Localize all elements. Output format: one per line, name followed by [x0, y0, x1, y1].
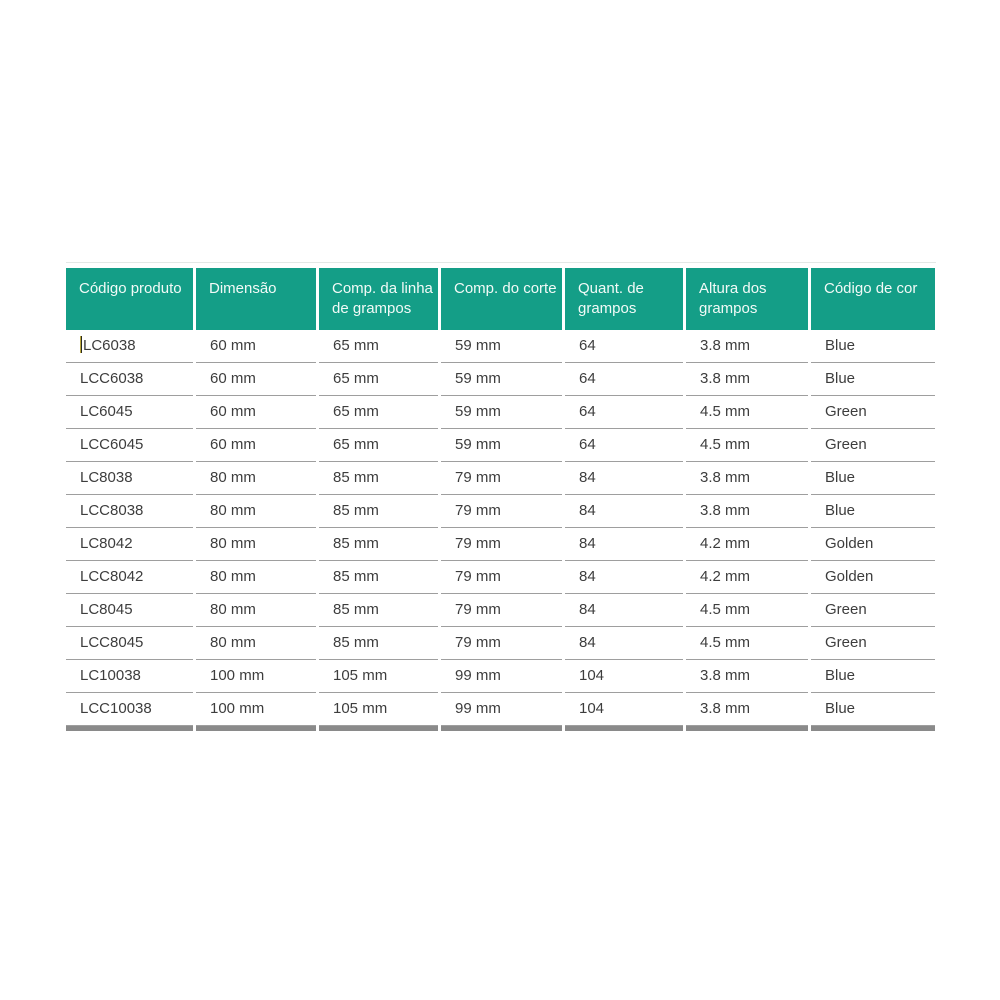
cell-codigo-produto: LC10038 [66, 660, 193, 693]
bottom-border-segment [686, 726, 808, 731]
table-header-row [66, 268, 936, 330]
cell-comp-linha-grampos: 65 mm [319, 396, 438, 429]
cell-altura-grampos: 3.8 mm [686, 363, 808, 396]
column-header-dimensao: Dimensão [196, 268, 316, 330]
table-top-divider [66, 262, 936, 263]
cell-quant-grampos: 104 [565, 693, 683, 726]
cell-comp-linha-grampos: 85 mm [319, 561, 438, 594]
cell-codigo-produto: LCC8045 [66, 627, 193, 660]
cell-quant-grampos: 64 [565, 363, 683, 396]
cell-comp-linha-grampos: 65 mm [319, 330, 438, 363]
cell-comp-corte: 59 mm [441, 396, 562, 429]
column-header-quant-grampos: Quant. de grampos [565, 268, 683, 330]
cell-codigo-cor: Golden [811, 528, 935, 561]
cell-quant-grampos: 104 [565, 660, 683, 693]
table-row [66, 528, 936, 561]
cell-comp-corte: 79 mm [441, 462, 562, 495]
table-row [66, 561, 936, 594]
bottom-border-segment [441, 726, 562, 731]
cell-codigo-produto: LC8042 [66, 528, 193, 561]
cell-quant-grampos: 64 [565, 396, 683, 429]
cell-codigo-cor: Blue [811, 330, 935, 363]
cell-codigo-cor: Blue [811, 693, 935, 726]
column-header-altura-grampos: Altura dos grampos [686, 268, 808, 330]
cell-codigo-produto: LC6045 [66, 396, 193, 429]
cell-quant-grampos: 84 [565, 462, 683, 495]
column-header-codigo-cor: Código de cor [811, 268, 935, 330]
cell-quant-grampos: 84 [565, 594, 683, 627]
cell-altura-grampos: 3.8 mm [686, 330, 808, 363]
cell-dimensao: 80 mm [196, 528, 316, 561]
cell-dimensao: 80 mm [196, 627, 316, 660]
cell-altura-grampos: 3.8 mm [686, 462, 808, 495]
column-header-comp-corte: Comp. do corte [441, 268, 562, 330]
cell-comp-linha-grampos: 105 mm [319, 660, 438, 693]
cell-codigo-cor: Blue [811, 495, 935, 528]
table-row [66, 627, 936, 660]
bottom-border-segment [319, 726, 438, 731]
cell-comp-corte: 79 mm [441, 594, 562, 627]
cell-comp-corte: 59 mm [441, 330, 562, 363]
cell-codigo-cor: Green [811, 627, 935, 660]
cell-comp-linha-grampos: 85 mm [319, 528, 438, 561]
cell-comp-linha-grampos: 85 mm [319, 495, 438, 528]
cell-quant-grampos: 84 [565, 528, 683, 561]
cell-quant-grampos: 64 [565, 330, 683, 363]
cell-codigo-cor: Blue [811, 363, 935, 396]
column-header-codigo-produto: Código produto [66, 268, 193, 330]
cell-altura-grampos: 4.5 mm [686, 396, 808, 429]
table-row [66, 693, 936, 726]
table-row [66, 660, 936, 693]
table-row [66, 462, 936, 495]
cell-quant-grampos: 84 [565, 627, 683, 660]
cell-dimensao: 60 mm [196, 429, 316, 462]
cell-codigo-produto: LCC6038 [66, 363, 193, 396]
cell-comp-corte: 79 mm [441, 561, 562, 594]
cell-quant-grampos: 84 [565, 561, 683, 594]
cell-codigo-cor: Blue [811, 660, 935, 693]
cell-dimensao: 80 mm [196, 495, 316, 528]
cell-comp-corte: 59 mm [441, 363, 562, 396]
cell-comp-corte: 79 mm [441, 528, 562, 561]
cell-comp-linha-grampos: 105 mm [319, 693, 438, 726]
product-spec-table [66, 268, 936, 731]
cell-codigo-produto: LC8045 [66, 594, 193, 627]
table-row [66, 396, 936, 429]
cell-codigo-produto [66, 330, 193, 363]
cell-text: LC6038 [83, 337, 136, 354]
cell-comp-linha-grampos: 85 mm [319, 627, 438, 660]
cell-altura-grampos: 3.8 mm [686, 495, 808, 528]
table-row [66, 429, 936, 462]
cell-codigo-cor: Green [811, 429, 935, 462]
column-header-comp-linha-grampos: Comp. da linha de grampos [319, 268, 438, 330]
table-row [66, 594, 936, 627]
cell-codigo-cor: Green [811, 594, 935, 627]
cell-codigo-produto: LCC8042 [66, 561, 193, 594]
cell-altura-grampos: 4.5 mm [686, 594, 808, 627]
cell-codigo-produto: LCC8038 [66, 495, 193, 528]
cell-codigo-produto: LCC10038 [66, 693, 193, 726]
cell-dimensao: 80 mm [196, 561, 316, 594]
cell-dimensao: 60 mm [196, 363, 316, 396]
cell-codigo-produto: LCC6045 [66, 429, 193, 462]
cell-comp-linha-grampos: 65 mm [319, 429, 438, 462]
cell-comp-corte: 79 mm [441, 627, 562, 660]
cell-dimensao: 80 mm [196, 462, 316, 495]
cell-dimensao: 80 mm [196, 594, 316, 627]
cell-quant-grampos: 84 [565, 495, 683, 528]
cell-comp-linha-grampos: 85 mm [319, 462, 438, 495]
cell-altura-grampos: 4.2 mm [686, 561, 808, 594]
text-cursor [80, 336, 82, 353]
cell-altura-grampos: 4.5 mm [686, 627, 808, 660]
cell-altura-grampos: 3.8 mm [686, 693, 808, 726]
bottom-border-segment [196, 726, 316, 731]
cell-comp-linha-grampos: 65 mm [319, 363, 438, 396]
cell-comp-corte: 59 mm [441, 429, 562, 462]
cell-codigo-cor: Blue [811, 462, 935, 495]
cell-dimensao: 60 mm [196, 330, 316, 363]
table-row [66, 495, 936, 528]
bottom-border-segment [66, 726, 193, 731]
cell-codigo-produto: LC8038 [66, 462, 193, 495]
bottom-border-segment [565, 726, 683, 731]
cell-dimensao: 100 mm [196, 693, 316, 726]
table-bottom-border [66, 726, 936, 731]
cell-quant-grampos: 64 [565, 429, 683, 462]
cell-comp-corte: 99 mm [441, 693, 562, 726]
cell-comp-corte: 79 mm [441, 495, 562, 528]
table-row [66, 363, 936, 396]
cell-comp-corte: 99 mm [441, 660, 562, 693]
table-row [66, 330, 936, 363]
cell-altura-grampos: 4.5 mm [686, 429, 808, 462]
table-body [66, 330, 936, 726]
cell-altura-grampos: 3.8 mm [686, 660, 808, 693]
cell-codigo-cor: Golden [811, 561, 935, 594]
cell-codigo-cor: Green [811, 396, 935, 429]
cell-dimensao: 100 mm [196, 660, 316, 693]
bottom-border-segment [811, 726, 935, 731]
cell-dimensao: 60 mm [196, 396, 316, 429]
cell-altura-grampos: 4.2 mm [686, 528, 808, 561]
cell-comp-linha-grampos: 85 mm [319, 594, 438, 627]
